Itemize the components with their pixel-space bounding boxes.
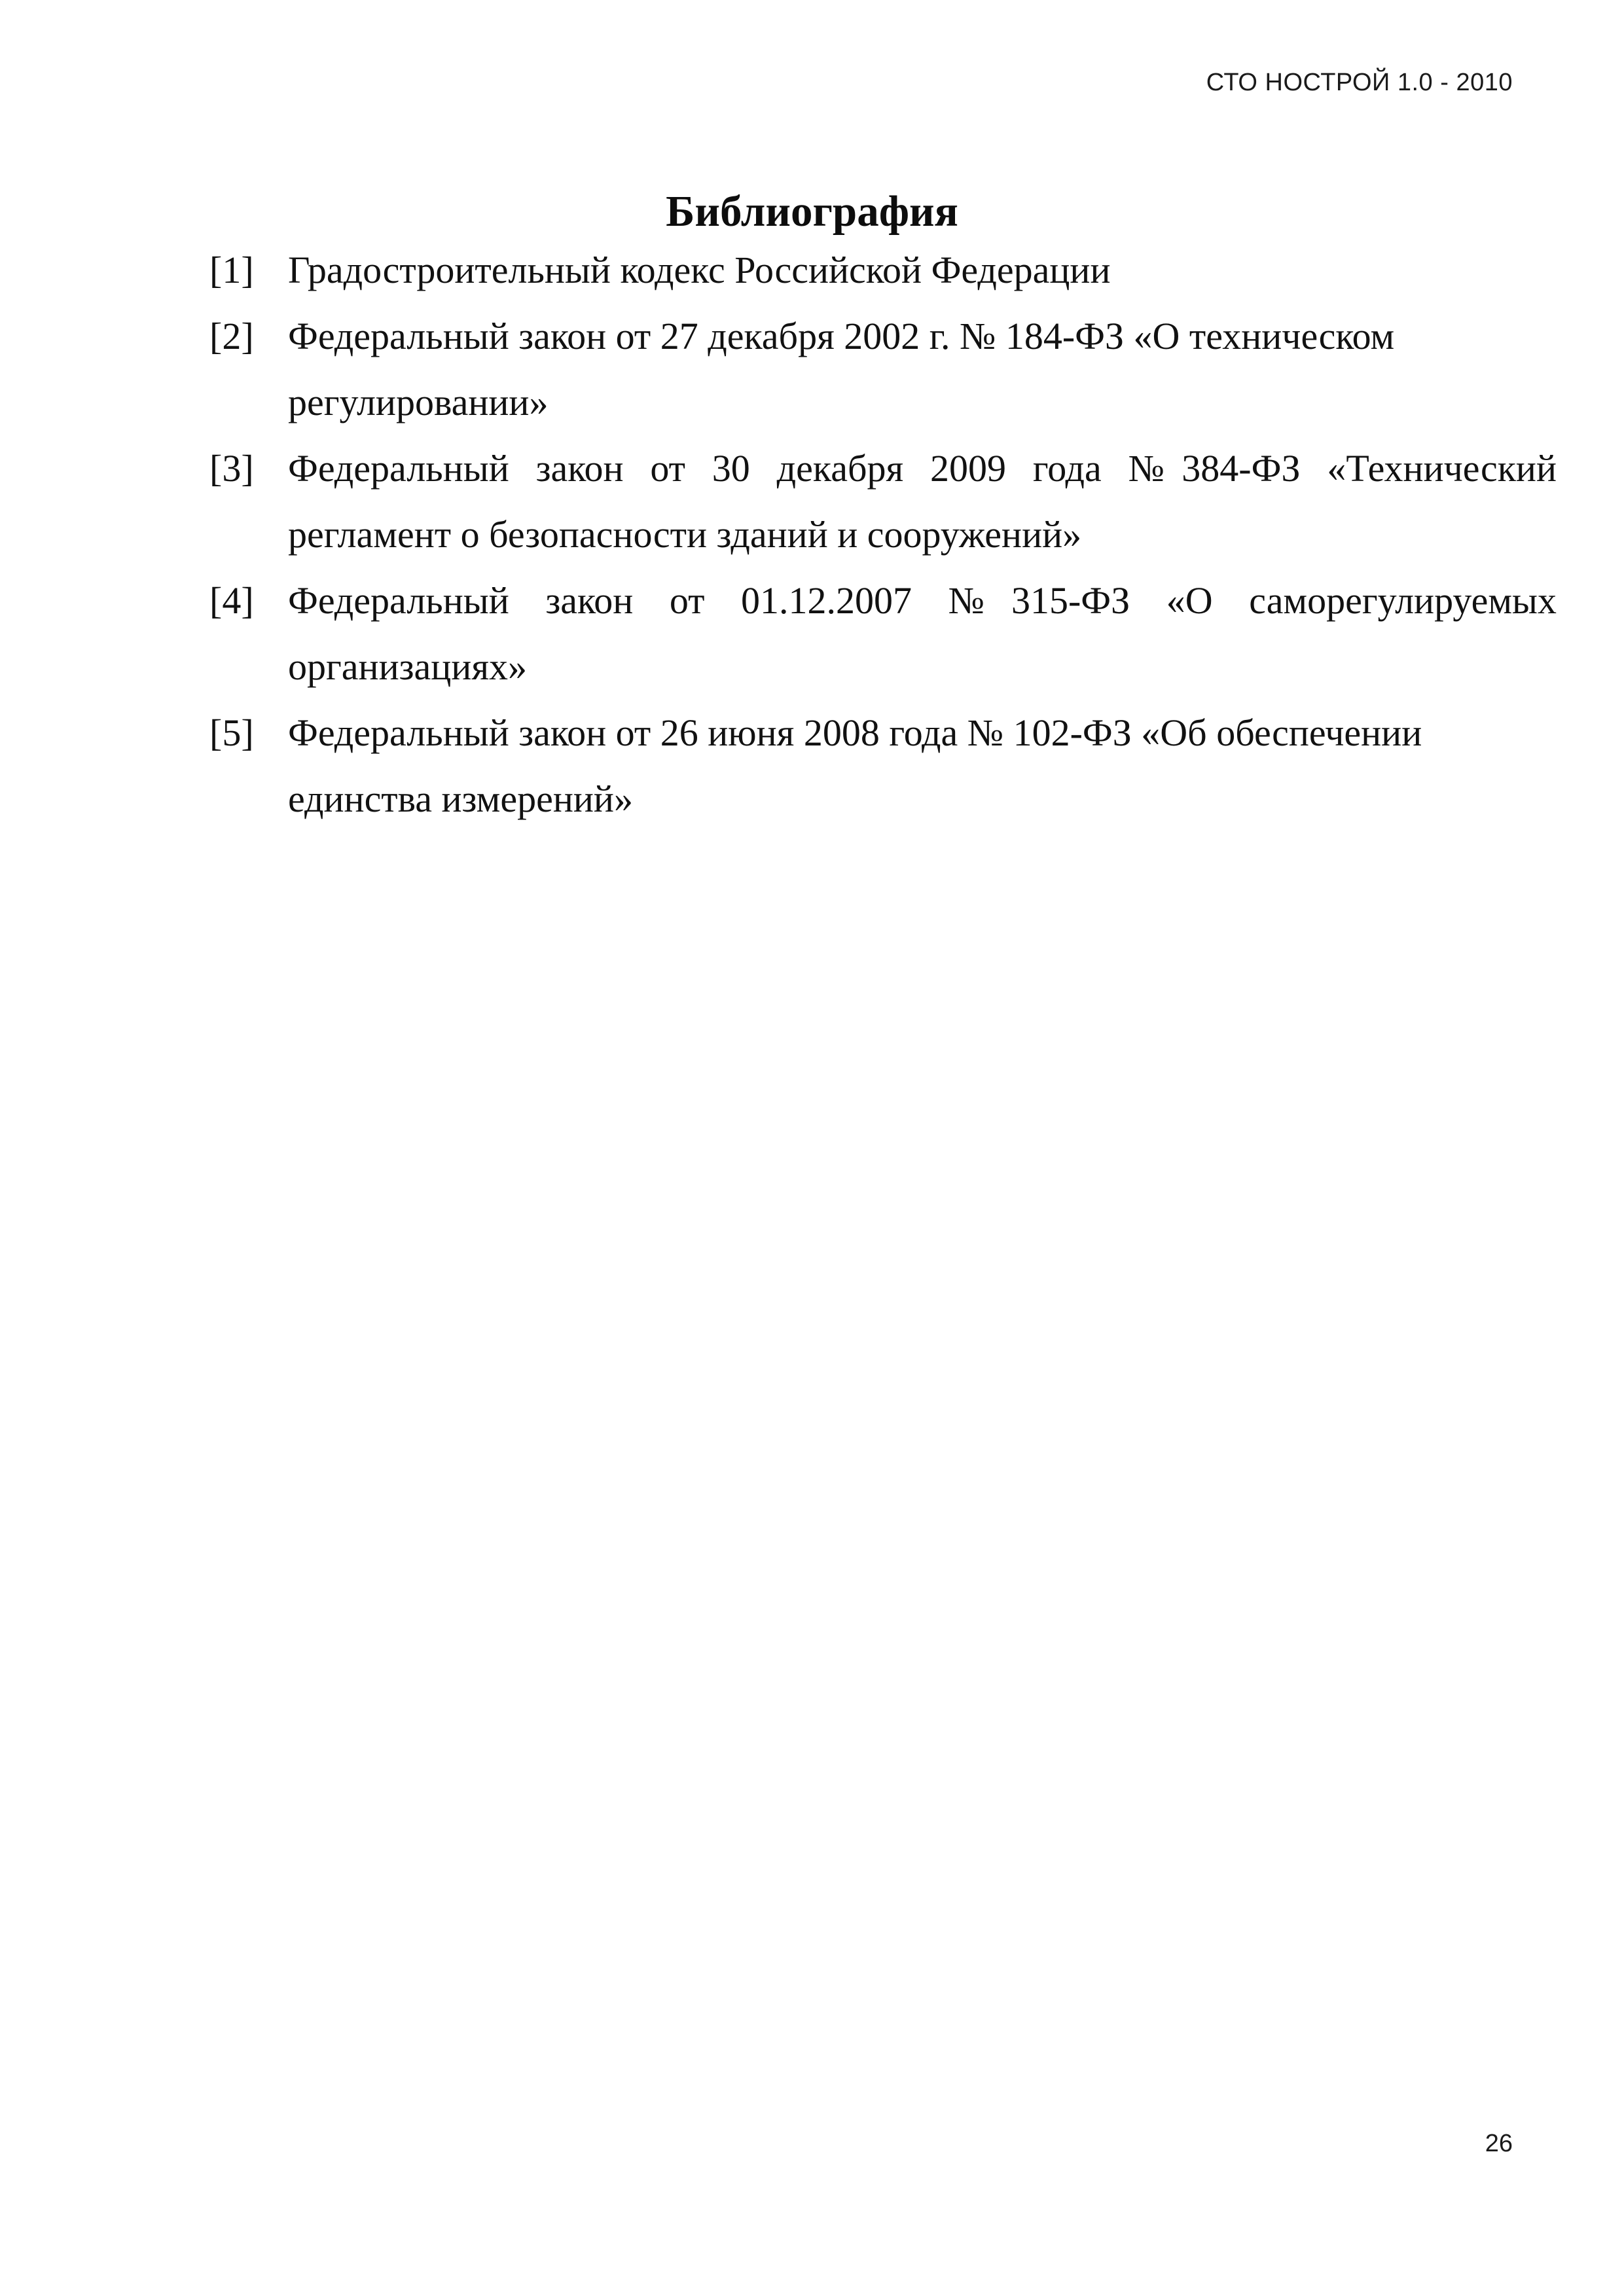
bibliography-item	[209, 435, 1557, 567]
bibliography-item-text: Федеральный закон от 01.12.2007 №315-ФЗ «О саморегулируемых организациях»	[288, 579, 1557, 688]
bibliography-item-number: [2]	[209, 315, 254, 357]
document-code-header: СТО НОСТРОЙ 1.0 - 2010	[1206, 69, 1513, 96]
bibliography-item-text: Федеральный закон от 27 декабря 2002 г. № 184-ФЗ «О техническом регулировании»	[288, 315, 1395, 423]
bibliography-item	[209, 700, 1557, 832]
bibliography-item-number: [1]	[209, 249, 254, 291]
bibliography-item-number: [4]	[209, 579, 254, 622]
bibliography-item-text: Федеральный закон от 30 декабря 2009 года №384-ФЗ «Технический регламент о безопасности зданий и сооружений»	[288, 447, 1557, 556]
bibliography-list	[209, 237, 1557, 832]
bibliography-item	[209, 567, 1557, 700]
bibliography-item	[209, 237, 1557, 303]
bibliography-item-number: [3]	[209, 447, 254, 490]
page-number: 26	[1485, 2130, 1513, 2157]
bibliography-item-number: [5]	[209, 711, 254, 754]
page-title: Библиография	[666, 187, 958, 236]
bibliography-item-text: Градостроительный кодекс Российской Федерации	[288, 249, 1111, 291]
bibliography-item	[209, 303, 1557, 435]
bibliography-item-text: Федеральный закон от 26 июня 2008 года № 102-ФЗ «Об обеспечении единства измерений»	[288, 711, 1422, 820]
